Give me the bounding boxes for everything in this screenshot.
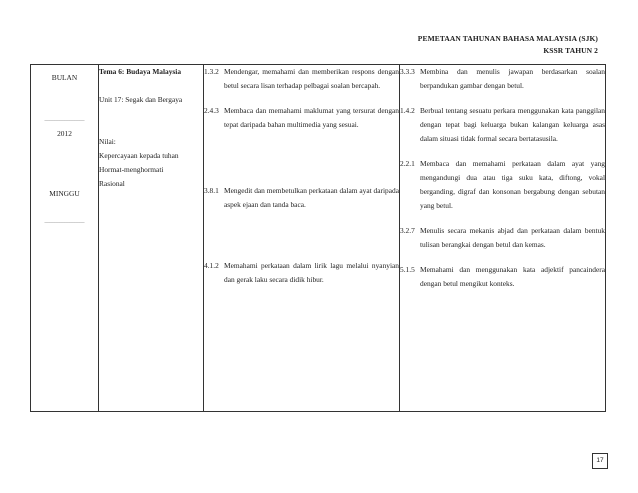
month-column — [31, 65, 99, 412]
values-label: Nilai: — [99, 137, 116, 146]
month-blank: ________________ — [44, 117, 85, 122]
standard-item — [204, 65, 399, 93]
standard-item — [204, 259, 399, 287]
standard-number: 2.2.1 — [400, 159, 415, 168]
standard-item — [400, 263, 605, 291]
standard-item — [400, 157, 605, 213]
standard-text: Membina dan menulis jawapan berdasarkan soalan berpandukan gambar dengan betul. — [420, 67, 605, 90]
standard-text: Mengedit dan membetulkan perkataan dalam ayat daripada aspek ejaan dan tanda baca. — [224, 186, 399, 209]
standard-item — [204, 184, 399, 212]
page-number: 17 — [592, 453, 608, 469]
standard-text: Membaca dan memahami maklumat yang tersurat dengan tepat daripada bahan multimedia yang sesuai. — [224, 106, 399, 129]
standard-number: 5.1.5 — [400, 265, 415, 274]
value-item: Rasional — [99, 179, 125, 188]
week-label: MINGGU — [49, 189, 80, 198]
standard-item — [400, 104, 605, 146]
year-label: 2012 — [57, 129, 72, 138]
theme-column — [99, 65, 204, 412]
standard-text: Berbual tentang sesuatu perkara menggunakan kata panggilan dengan tepat bagi keluarga bukan kalangan keluarga asas dalam situasi tidak formal secara bertatasusila. — [420, 106, 605, 143]
yearly-plan-table — [30, 64, 606, 412]
standard-item — [400, 224, 605, 252]
week-blank: ________________ — [44, 219, 85, 224]
standard-number: 3.2.7 — [400, 226, 415, 235]
value-item: Kepercayaan kepada tuhan — [99, 151, 179, 160]
standards-column-a — [204, 65, 400, 412]
theme-title: Tema 6: Budaya Malaysia — [99, 67, 182, 76]
standard-item — [204, 104, 399, 132]
standard-text: Memahami perkataan dalam lirik lagu melalui nyanyian dan gerak laku secara didik hibur. — [224, 261, 399, 284]
document-header — [418, 33, 598, 57]
standard-number: 2.4.3 — [204, 106, 219, 115]
standard-number: 3.3.3 — [400, 67, 415, 76]
standard-item — [400, 65, 605, 93]
standard-text: Membaca dan memahami perkataan dalam ayat yang mengandungi dua atau tiga suku kata, diftong, vokal berganding, digraf dan konsonan bergabung dengan sebutan yang betul. — [420, 159, 605, 210]
month-label: BULAN — [51, 73, 78, 82]
standard-text: Mendengar, memahami dan memberikan respons dengan betul secara lisan terhadap pelbagai soalan bercapah. — [224, 67, 399, 90]
value-item: Hormat-menghormati — [99, 165, 164, 174]
standard-number: 3.8.1 — [204, 186, 219, 195]
standard-number: 1.3.2 — [204, 67, 219, 76]
standard-text: Memahami dan menggunakan kata adjektif pancaindera dengan betul mengikut konteks. — [420, 265, 605, 288]
unit-title: Unit 17: Segak dan Bergaya — [99, 95, 183, 104]
standards-column-b — [400, 65, 606, 412]
header-subtitle: KSSR TAHUN 2 — [543, 46, 598, 55]
header-title: PEMETAAN TAHUNAN BAHASA MALAYSIA (SJK) — [417, 34, 598, 43]
standard-number: 1.4.2 — [400, 106, 415, 115]
standard-number: 4.1.2 — [204, 261, 219, 270]
standard-text: Menulis secara mekanis abjad dan perkataan dalam bentuk tulisan berangkai dengan betul dan kemas. — [420, 226, 605, 249]
